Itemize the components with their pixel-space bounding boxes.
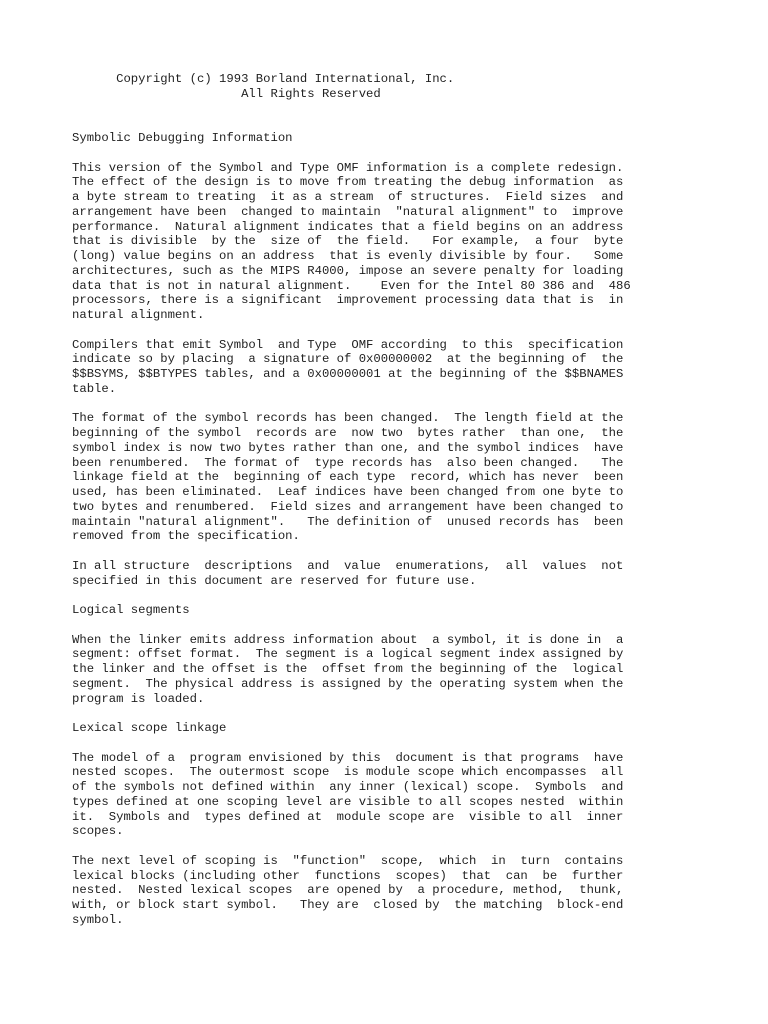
text-line [72,588,672,603]
text-line [72,116,672,131]
text-line: program is loaded. [72,691,205,706]
text-line: symbol index is now two bytes rather than one, and the symbol indices have [72,440,624,455]
text-line: scopes. [72,824,124,839]
text-line: segment. The physical address is assigned by the operating system when the [72,676,624,691]
text-line: table. [72,381,117,396]
text-line: Logical segments [72,603,190,617]
text-line: lexical blocks (including other functions scopes) that can be further [72,868,624,883]
text-line [72,544,672,559]
text-line [72,706,672,721]
text-line: The next level of scoping is "function" scope, which in turn contains [72,853,624,868]
text-line: Copyright (c) 1993 Borland International, Inc. [72,72,455,86]
text-line [72,618,672,633]
text-line [72,102,672,117]
text-line: This version of the Symbol and Type OMF information is a complete redesign. [72,160,624,175]
text-line [72,397,672,412]
text-line: that is divisible by the size of the field. For example, a four byte [72,234,624,249]
text-line: Symbolic Debugging Information [72,131,293,145]
text-line [72,323,672,338]
text-line [72,736,672,751]
text-line: types defined at one scoping level are visible to all scopes nested within [72,794,624,809]
text-line: symbol. [72,912,124,927]
text-line: architectures, such as the MIPS R4000, impose an severe penalty for loading [72,263,624,278]
document-text [72,72,672,928]
text-line: linkage field at the beginning of each type record, which has never been [72,470,624,485]
text-line: The model of a program envisioned by this document is that programs have [72,750,624,765]
text-line: of the symbols not defined within any inner (lexical) scope. Symbols and [72,780,624,794]
text-line: The format of the symbol records has been changed. The length field at the [72,411,624,426]
text-line: All Rights Reserved [72,86,381,101]
text-line: a byte stream to treating it as a stream of structures. Field sizes and [72,190,624,204]
text-line: natural alignment. [72,308,205,322]
text-line: Lexical scope linkage [72,721,227,735]
text-line: data that is not in natural alignment. Even for the Intel 80 386 and 486 [72,278,631,293]
text-line: two bytes and renumbered. Field sizes and arrangement have been changed to [72,499,624,514]
text-line: specified in this document are reserved for future use. [72,573,477,588]
text-line: been renumbered. The format of type records has also been changed. The [72,455,624,470]
text-line: with, or block start symbol. They are closed by the matching block-end [72,898,624,912]
text-line: maintain "natural alignment". The definition of unused records has been [72,514,624,529]
text-line [72,146,672,161]
text-line: Compilers that emit Symbol and Type OMF according to this specification [72,337,624,352]
text-line: beginning of the symbol records are now two bytes rather than one, the [72,426,624,440]
text-line [72,839,672,854]
text-line: removed from the specification. [72,529,300,544]
text-line: $$BSYMS, $$BTYPES tables, and a 0x00000001 at the beginning of the $$BNAMES [72,367,624,381]
text-line: processors, there is a significant improvement processing data that is in [72,293,624,308]
text-line: segment: offset format. The segment is a logical segment index assigned by [72,647,624,662]
text-line: (long) value begins on an address that is evenly divisible by four. Some [72,249,624,263]
text-line: When the linker emits address information about a symbol, it is done in a [72,632,624,647]
text-line: In all structure descriptions and value enumerations, all values not [72,558,624,573]
text-line: used, has been eliminated. Leaf indices have been changed from one byte to [72,485,624,499]
text-line: nested scopes. The outermost scope is module scope which encompasses all [72,765,624,780]
text-line: nested. Nested lexical scopes are opened by a procedure, method, thunk, [72,883,624,898]
text-line: performance. Natural alignment indicates that a field begins on an address [72,219,624,234]
text-line: arrangement have been changed to maintain "natural alignment" to improve [72,204,624,219]
text-line: it. Symbols and types defined at module scope are visible to all inner [72,809,624,824]
text-line: the linker and the offset is the offset from the beginning of the logical [72,662,624,676]
text-line: The effect of the design is to move from treating the debug information as [72,175,624,190]
text-line: indicate so by placing a signature of 0x00000002 at the beginning of the [72,352,624,367]
